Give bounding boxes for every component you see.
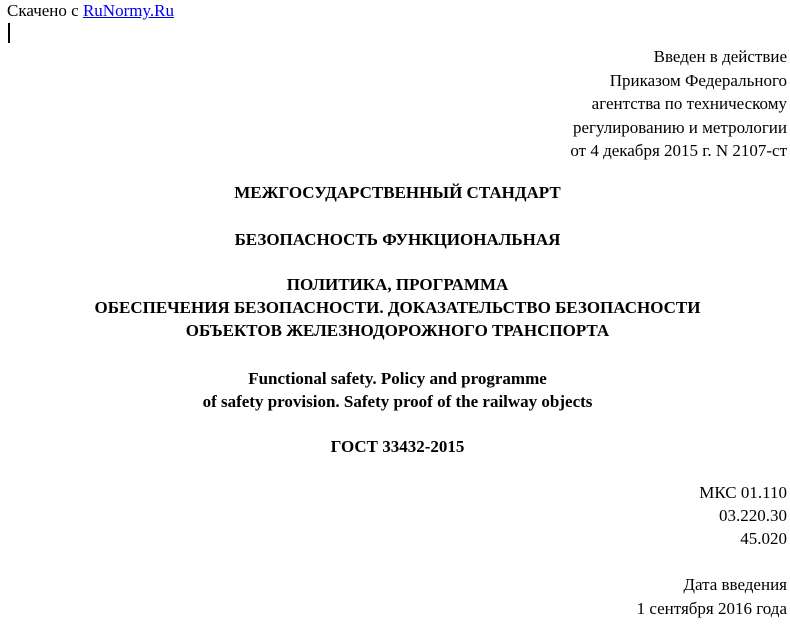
introduction-date-block bbox=[637, 573, 787, 620]
english-title-line-2: of safety provision. Safety proof of the railway objects bbox=[202, 392, 593, 411]
introduction-date-label: Дата введения bbox=[683, 575, 787, 594]
enactment-line-1: Введен в действие bbox=[653, 47, 787, 66]
document-title-line-3: ОБЪЕКТОВ ЖЕЛЕЗНОДОРОЖНОГО ТРАНСПОРТА bbox=[185, 321, 610, 340]
classification-code-3: 45.020 bbox=[740, 529, 787, 548]
standard-heading-text: МЕЖГОСУДАРСТВЕННЫЙ СТАНДАРТ bbox=[234, 183, 561, 202]
document-title-line-1: ПОЛИТИКА, ПРОГРАММА bbox=[286, 275, 509, 294]
classification-code-1: МКС 01.110 bbox=[699, 483, 787, 502]
introduction-date-value: 1 сентября 2016 года bbox=[636, 598, 787, 618]
document-title-line-2: ОБЕСПЕЧЕНИЯ БЕЗОПАСНОСТИ. ДОКАЗАТЕЛЬСТВО БЕЗОПАСНОСТИ bbox=[94, 298, 701, 317]
enactment-line-3: агентства по техническому bbox=[591, 94, 787, 113]
text-cursor bbox=[8, 23, 10, 43]
enactment-line-5: от 4 декабря 2015 г. N 2107-ст bbox=[570, 141, 787, 160]
document-title bbox=[0, 273, 790, 342]
classification-code-2: 03.220.30 bbox=[719, 506, 787, 525]
enactment-block bbox=[570, 45, 787, 163]
download-prefix: Скачено с bbox=[7, 1, 83, 20]
download-source-line bbox=[7, 0, 174, 22]
runormy-link[interactable]: RuNormy.Ru bbox=[82, 1, 174, 20]
safety-heading bbox=[0, 228, 790, 251]
enactment-line-4: регулированию и метрологии bbox=[572, 117, 787, 137]
standard-heading bbox=[0, 181, 790, 204]
enactment-line-2: Приказом Федерального bbox=[609, 70, 787, 90]
english-title-line-1: Functional safety. Policy and programme bbox=[248, 369, 547, 388]
english-title bbox=[0, 367, 790, 413]
safety-heading-text: БЕЗОПАСНОСТЬ ФУНКЦИОНАЛЬНАЯ bbox=[234, 230, 561, 249]
classification-codes bbox=[699, 481, 787, 550]
gost-number bbox=[0, 435, 790, 458]
gost-number-text: ГОСТ 33432-2015 bbox=[330, 437, 465, 456]
